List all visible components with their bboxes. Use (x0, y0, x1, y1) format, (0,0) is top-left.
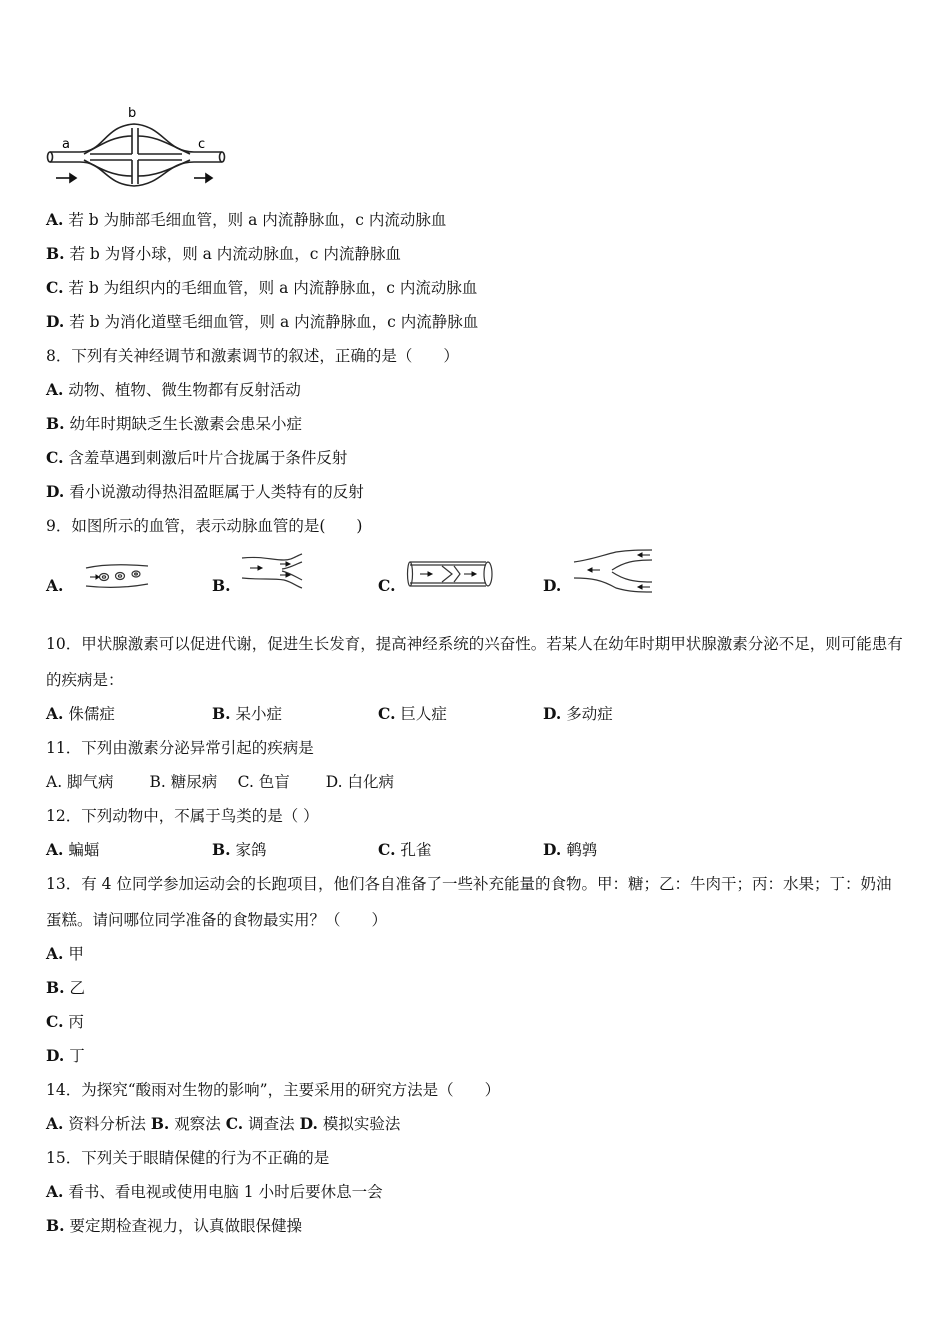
q11-options[interactable]: A. 脚气病 B. 糖尿病 C. 色盲 D. 白化病 (46, 773, 394, 791)
q8-option-d[interactable]: D. 看小说激动得热泪盈眶属于人类特有的反射 (46, 482, 364, 501)
q14-stem: 14．为探究“酸雨对生物的影响”，主要采用的研究方法是（ ） (46, 1081, 501, 1099)
q12-option-d[interactable]: D. 鹌鹑 (543, 840, 598, 859)
vessel-d-image (572, 548, 656, 594)
label-a: a (62, 137, 70, 152)
q10-option-c[interactable]: C. 巨人症 (378, 704, 447, 723)
q13-option-b[interactable]: B. 乙 (46, 978, 85, 997)
q12-option-c[interactable]: C. 孔雀 (378, 840, 432, 859)
vessel-b-image (240, 552, 306, 590)
q9-option-a[interactable]: A. (46, 576, 64, 595)
q9-option-b[interactable]: B. (212, 576, 231, 595)
q15-option-a[interactable]: A. 看书、看电视或使用电脑 1 小时后要休息一会 (46, 1182, 383, 1201)
q14-option-d-letter[interactable]: D. (299, 1114, 318, 1133)
q7-option-c[interactable]: C. 若 b 为组织内的毛细血管，则 a 内流静脉血，c 内流动脉血 (46, 278, 478, 297)
q9-option-d[interactable]: D. (543, 576, 562, 595)
q14-option-c-letter[interactable]: C. (225, 1114, 244, 1133)
capillary-network-diagram (44, 104, 234, 188)
q15-stem: 15．下列关于眼睛保健的行为不正确的是 (46, 1149, 330, 1167)
q13-stem: 13．有 4 位同学参加运动会的长跑项目，他们各自准备了一些补充能量的食物。甲：糖；乙：牛肉干；丙：水果；丁：奶油蛋糕。请问哪位同学准备的食物最实用？（ ） (46, 875, 892, 929)
q11-stem: 11．下列由激素分泌异常引起的疾病是 (46, 739, 314, 757)
q12-option-a[interactable]: A. 蝙蝠 (46, 840, 100, 859)
q14-option-c-text[interactable]: 调查法 (248, 1115, 295, 1133)
label-b: b (128, 106, 137, 121)
q14-option-a-text[interactable]: 资料分析法 (68, 1115, 146, 1133)
q8-option-b[interactable]: B. 幼年时期缺乏生长激素会患呆小症 (46, 414, 302, 433)
q14-options (46, 1114, 400, 1134)
q15-option-b[interactable]: B. 要定期检查视力，认真做眼保健操 (46, 1216, 302, 1235)
q9-stem: 9．如图所示的血管，表示动脉血管的是( ) (46, 517, 363, 535)
q9-option-c[interactable]: C. (378, 576, 396, 595)
q14-option-b-text[interactable]: 观察法 (174, 1115, 221, 1133)
q12-stem: 12．下列动物中，不属于鸟类的是（ ） (46, 807, 319, 825)
q14-option-a-letter[interactable]: A. (46, 1114, 64, 1133)
q10-option-d[interactable]: D. 多动症 (543, 704, 613, 723)
q10-option-a[interactable]: A. 侏儒症 (46, 704, 115, 723)
q7-option-a[interactable]: A. 若 b 为肺部毛细血管，则 a 内流静脉血，c 内流动脉血 (46, 210, 447, 229)
q7-option-b[interactable]: B. 若 b 为肾小球，则 a 内流动脉血，c 内流静脉血 (46, 244, 401, 263)
vessel-a-image (84, 560, 150, 590)
q8-option-a[interactable]: A. 动物、植物、微生物都有反射活动 (46, 380, 301, 399)
q13-option-c[interactable]: C. 丙 (46, 1012, 84, 1031)
q13-option-d[interactable]: D. 丁 (46, 1046, 85, 1065)
q8-option-c[interactable]: C. 含羞草遇到刺激后叶片合拢属于条件反射 (46, 448, 348, 467)
q10-option-b[interactable]: B. 呆小症 (212, 704, 282, 723)
vessel-c-image (406, 558, 496, 590)
q10-stem: 10．甲状腺激素可以促进代谢，促进生长发育，提高神经系统的兴奋性。若某人在幼年时期甲状腺激素分泌不足，则可能患有的疾病是： (46, 635, 903, 689)
q14-option-d-text[interactable]: 模拟实验法 (322, 1115, 401, 1133)
q14-option-b-letter[interactable]: B. (150, 1114, 170, 1133)
q12-option-b[interactable]: B. 家鸽 (212, 840, 267, 859)
q7-option-d[interactable]: D. 若 b 为消化道壁毛细血管，则 a 内流静脉血，c 内流静脉血 (46, 312, 479, 331)
q8-stem: 8．下列有关神经调节和激素调节的叙述，正确的是（ ） (46, 347, 459, 365)
q13-option-a[interactable]: A. 甲 (46, 944, 84, 963)
label-c: c (198, 137, 206, 152)
